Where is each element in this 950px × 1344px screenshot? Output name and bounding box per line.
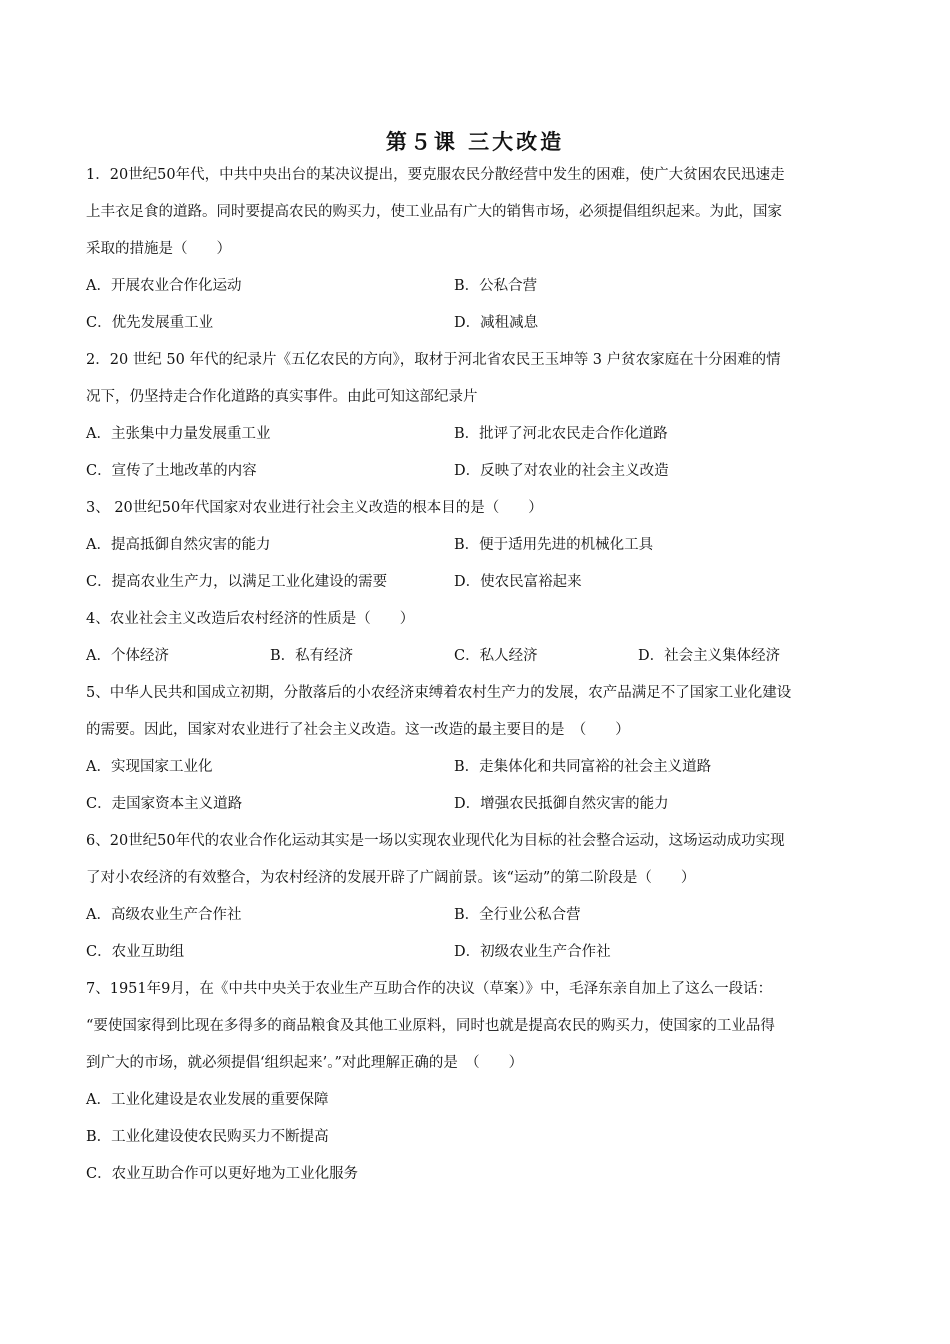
question-2 [86,342,866,490]
option-c: C．农业互助组 [86,944,185,960]
option-b: B．走集体化和共同富裕的社会主义道路 [454,759,712,775]
option-d: D．使农民富裕起来 [454,574,582,590]
question-stem-line: 7、1951年9月，在《中共中央关于农业生产互助合作的决议（草案）》中，毛泽东亲自加上了这么一段话： [86,981,773,997]
question-stem-line: 6、20世纪50年代的农业合作化运动其实是一场以实现农业现代化为目标的社会整合运动，这场运动成功实现 [86,833,785,849]
question-stem-line: 3、 20世纪50年代国家对农业进行社会主义改造的根本目的是（ ） [86,500,543,516]
option-c: C．走国家资本主义道路 [86,796,243,812]
question-1 [86,157,866,342]
option-c: C．农业互助合作可以更好地为工业化服务 [86,1166,359,1182]
option-b: B．工业化建设使农民购买力不断提高 [86,1129,329,1145]
question-stem-line: 到广大的市场，就必须提倡‘组织起来’。”对此理解正确的是 （ ） [86,1055,524,1071]
option-b: B．私有经济 [270,648,354,664]
options-row [86,638,866,675]
options-row [86,416,866,453]
question-stem-line: 1．20世纪50年代，中共中央出台的某决议提出，要克服农民分散经营中发生的困难，使广大贫困农民迅速走 [86,167,785,183]
option-a: A．开展农业合作化运动 [86,278,242,294]
option-c: C．私人经济 [454,648,538,664]
option-b: B．批评了河北农民走合作化道路 [454,426,668,442]
question-3 [86,490,866,601]
options-row [86,453,866,490]
question-stem-line: 5、中华人民共和国成立初期，分散落后的小农经济束缚着农村生产力的发展，农产品满足不了国家工业化建设 [86,685,792,701]
options-row [86,527,866,564]
question-7 [86,971,866,1193]
question-stem-line: 的需要。因此，国家对农业进行了社会主义改造。这一改造的最主要目的是 （ ） [86,722,630,738]
options-row [86,934,866,971]
option-a: A．实现国家工业化 [86,759,213,775]
option-a: A．高级农业生产合作社 [86,907,242,923]
option-d: D．社会主义集体经济 [638,648,781,664]
option-b: B．全行业公私合营 [454,907,581,923]
option-b: B．公私合营 [454,278,538,294]
option-a: A．主张集中力量发展重工业 [86,426,271,442]
question-list [86,157,866,1193]
option-a: A．工业化建设是农业发展的重要保障 [86,1092,329,1108]
options-row [86,305,866,342]
options-row [86,786,866,823]
question-4 [86,601,866,675]
page-title: 第５课 三大改造 [385,130,565,154]
option-d: D．反映了对农业的社会主义改造 [454,463,669,479]
question-stem-line: 采取的措施是（ ） [86,241,231,257]
option-c: C．优先发展重工业 [86,315,214,331]
option-a: A．个体经济 [86,648,169,664]
option-b: B．便于适用先进的机械化工具 [454,537,654,553]
question-5 [86,675,866,823]
option-d: D．初级农业生产合作社 [454,944,611,960]
question-stem-line: 了对小农经济的有效整合，为农村经济的发展开辟了广阔前景。该“运动”的第二阶段是（ ） [86,870,696,886]
options-row [86,897,866,934]
option-d: D．减租减息 [454,315,539,331]
question-stem-line: 上丰衣足食的道路。同时要提高农民的购买力，使工业品有广大的销售市场，必须提倡组织起来。为此，国家 [86,204,782,220]
question-stem-line: 2．20 世纪 50 年代的纪录片《五亿农民的方向》，取材于河北省农民王玉坤等 3 户贫农家庭在十分困难的情 [86,352,781,368]
option-c: C．提高农业生产力，以满足工业化建设的需要 [86,574,388,590]
question-6 [86,823,866,971]
options-row [86,564,866,601]
options-row [86,268,866,305]
option-d: D．增强农民抵御自然灾害的能力 [454,796,669,812]
options-row [86,749,866,786]
question-stem-line: 况下，仍坚持走合作化道路的真实事件。由此可知这部纪录片 [86,389,478,405]
question-stem-line: 4、农业社会主义改造后农村经济的性质是（ ） [86,611,415,627]
option-a: A．提高抵御自然灾害的能力 [86,537,271,553]
option-c: C．宣传了土地改革的内容 [86,463,257,479]
question-stem-line: “要使国家得到比现在多得多的商品粮食及其他工业原料，同时也就是提高农民的购买力，使国家的工业品得 [86,1018,775,1034]
